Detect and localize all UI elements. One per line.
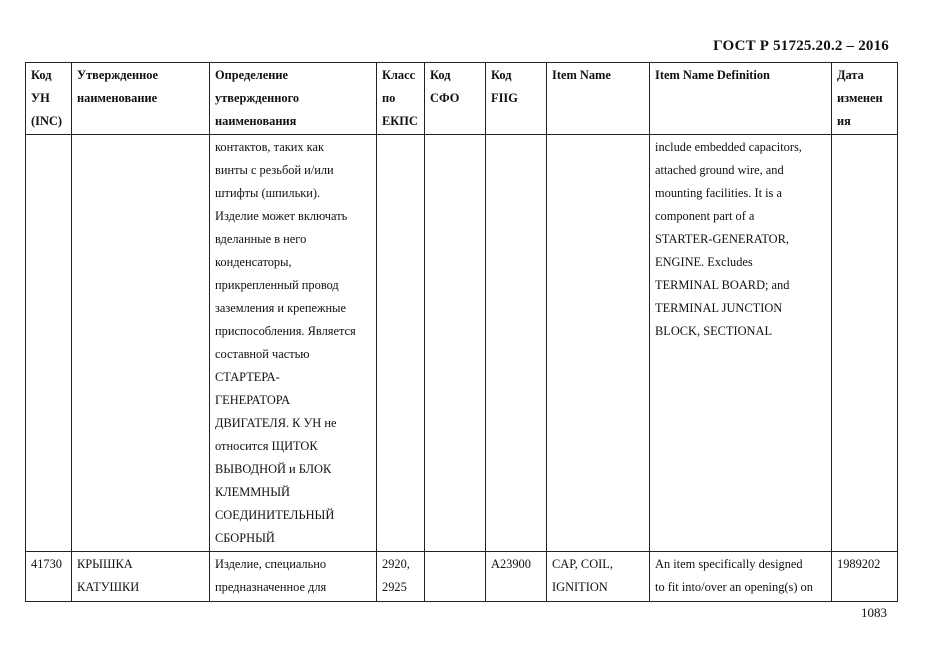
col-header-inc: Код УН (INC) [26,63,72,135]
col-header-item-name: Item Name [547,63,650,135]
cell-item-name [547,135,650,552]
cell-definition-ru: Изделие, специально предназначенное для [210,552,377,602]
cell-sfo [425,552,486,602]
cell-item-name: CAP, COIL, IGNITION [547,552,650,602]
cell-fiig: A23900 [486,552,547,602]
cell-approved-name [72,135,210,552]
table-row [26,135,898,552]
table-row [26,552,898,602]
cell-item-def: include embedded capacitors, attached ground wire, and mounting facilities. It is a component part of a STARTER-GENERATOR, ENGINE. Excludes TERMINAL BOARD; and TERMINAL JUNCTION BLOCK, SECTIONAL [650,135,832,552]
col-header-class: Класс по ЕКПС [377,63,425,135]
cell-class: 2920, 2925 [377,552,425,602]
cell-definition-ru: контактов, таких как винты с резьбой и/или штифты (шпильки). Изделие может включать вделанные в него конденсаторы, прикрепленный провод заземления и крепежные приспособления. Является составной частью СТАРТЕРА- ГЕНЕРАТОРА ДВИГАТЕЛЯ. К УН не относится ЩИТОК ВЫВОДНОЙ и БЛОК КЛЕММНЫЙ СОЕДИНИТЕЛЬНЫЙ СБОРНЫЙ [210,135,377,552]
cell-inc [26,135,72,552]
cell-inc: 41730 [26,552,72,602]
header-row [26,63,898,135]
catalog-table [25,62,898,602]
col-header-item-def: Item Name Definition [650,63,832,135]
cell-approved-name: КРЫШКА КАТУШКИ [72,552,210,602]
cell-class [377,135,425,552]
cell-date: 1989202 [832,552,898,602]
document-id: ГОСТ Р 51725.20.2 – 2016 [713,38,889,54]
col-header-date: Дата изменен ия [832,63,898,135]
cell-sfo [425,135,486,552]
col-header-fiig: Код FIIG [486,63,547,135]
col-header-definition-ru: Определение утвержденного наименования [210,63,377,135]
page-number: 1083 [861,605,887,620]
col-header-approved-name: Утвержденное наименование [72,63,210,135]
cell-item-def: An item specifically designed to fit into/over an opening(s) on [650,552,832,602]
cell-date [832,135,898,552]
col-header-sfo: Код СФО [425,63,486,135]
cell-fiig [486,135,547,552]
